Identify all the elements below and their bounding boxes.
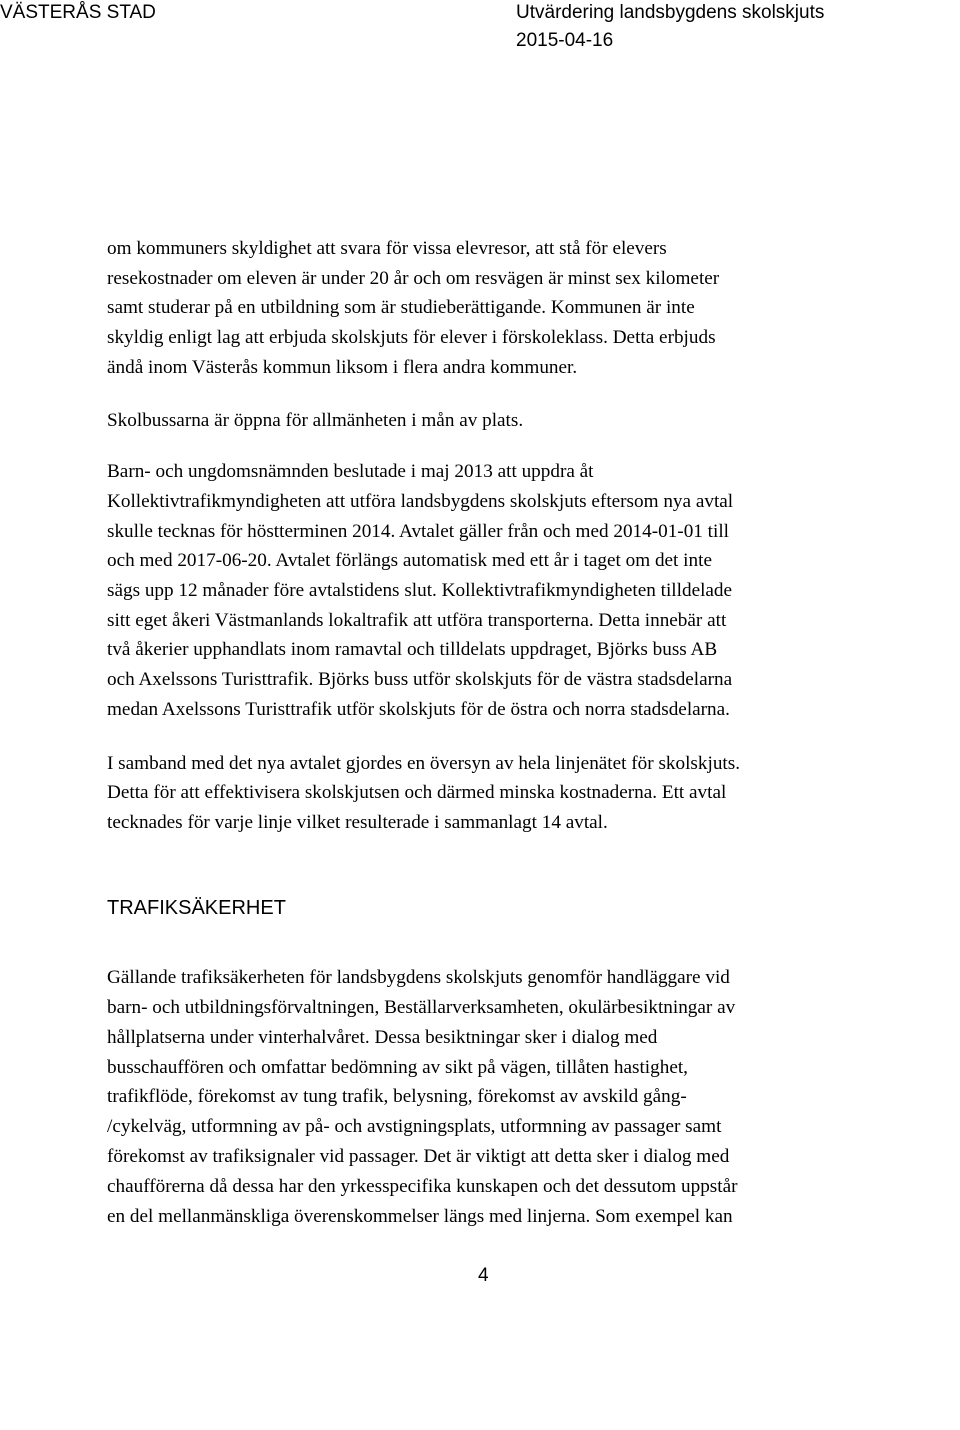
main-body-text	[107, 234, 867, 838]
text-line: Kollektivtrafikmyndigheten att utföra landsbygdens skolskjuts eftersom nya avtal	[107, 490, 734, 512]
paragraph-traffic-safety	[107, 963, 867, 1232]
text-line: skyldig enligt lag att erbjuda skolskjuts för elever i förskoleklass. Detta erbjuds	[107, 327, 716, 349]
text-line: chaufförerna då dessa har den yrkesspecifika kunskapen och det dessutom uppstår	[107, 1175, 738, 1197]
text-line: två åkerier upphandlats inom ramavtal och tilldelats uppdraget, Björks buss AB	[107, 639, 718, 661]
text-line: barn- och utbildningsförvaltningen, Beställarverksamheten, okulärbesiktningar av	[107, 996, 736, 1018]
text-line: skulle tecknas för höstterminen 2014. Avtalet gäller från och med 2014-01-01 till	[107, 520, 730, 542]
paragraph-route-review	[107, 749, 867, 838]
paragraph-obligations	[107, 234, 867, 383]
text-line: resekostnader om eleven är under 20 år och om resvägen är minst sex kilometer	[107, 267, 720, 289]
text-line: Skolbussarna är öppna för allmänheten i mån av plats.	[107, 409, 524, 431]
text-line: ändå inom Västerås kommun liksom i flera andra kommuner.	[107, 356, 578, 378]
text-line: medan Axelssons Turisttrafik utför skolskjuts för de östra och norra stadsdelarna.	[107, 698, 730, 720]
text-line: en del mellanmänskliga överenskommelser längs med linjerna. Som exempel kan	[107, 1205, 733, 1227]
text-line: /cykelväg, utformning av på- och avstigningsplats, utformning av passager samt	[107, 1116, 722, 1138]
section-body-text	[107, 963, 867, 1232]
text-line: sägs upp 12 månader före avtalstidens slut. Kollektivtrafikmyndigheten tilldelade	[107, 580, 733, 602]
text-line: Barn- och ungdomsnämnden beslutade i maj 2013 att uppdra åt	[107, 461, 594, 483]
text-line: busschauffören och omfattar bedömning av sikt på vägen, tillåten hastighet,	[107, 1056, 688, 1078]
organization-name: VÄSTERÅS STAD	[0, 2, 156, 23]
text-line: trafikflöde, förekomst av tung trafik, belysning, förekomst av avskild gång-	[107, 1086, 687, 1108]
text-line: och Axelssons Turisttrafik. Björks buss utför skolskjuts för de västra stadsdelarna	[107, 669, 733, 691]
document-date: 2015-04-16	[516, 30, 614, 51]
text-line: sitt eget åkeri Västmanlands lokaltrafik att utföra transporterna. Detta innebär att	[107, 609, 727, 631]
page-number: 4	[478, 1265, 489, 1286]
text-line: tecknades för varje linje vilket resulterade i sammanlagt 14 avtal.	[107, 811, 608, 833]
text-line: och med 2017-06-20. Avtalet förlängs automatisk med ett år i taget om det inte	[107, 550, 712, 572]
text-line: om kommuners skyldighet att svara för vissa elevresor, att stå för elevers	[107, 238, 667, 259]
text-line: samt studerar på en utbildning som är studieberättigande. Kommunen är inte	[107, 297, 695, 319]
page-header	[0, 0, 960, 60]
paragraph-procurement	[107, 457, 867, 724]
document-title: Utvärdering landsbygdens skolskjuts	[516, 2, 825, 23]
text-line: förekomst av trafiksignaler vid passager. Det är viktigt att detta sker i dialog med	[107, 1146, 730, 1168]
section-heading-traffic-safety: TRAFIKSÄKERHET	[107, 897, 286, 919]
text-line: hållplatserna under vinterhalvåret. Dessa besiktningar sker i dialog med	[107, 1026, 658, 1048]
text-line: I samband med det nya avtalet gjordes en översyn av hela linjenätet för skolskjuts.	[107, 752, 741, 774]
text-line: Gällande trafiksäkerheten för landsbygdens skolskjuts genomför handläggare vid	[107, 967, 730, 988]
paragraph-public-access	[107, 406, 867, 436]
text-line: Detta för att effektivisera skolskjutsen och därmed minska kostnaderna. Ett avtal	[107, 782, 727, 804]
